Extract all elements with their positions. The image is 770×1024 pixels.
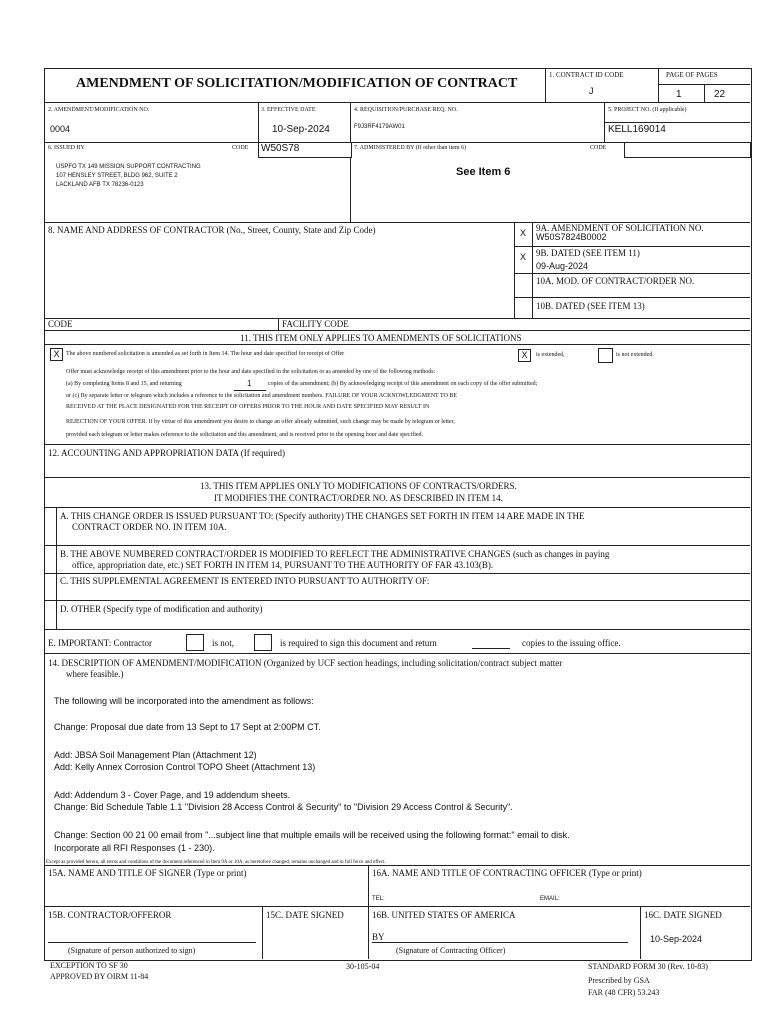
project-no-value: KELL169014 [608, 124, 666, 135]
is-required-checkbox[interactable] [254, 634, 272, 651]
important-label: E. IMPORTANT: Contractor [48, 638, 153, 648]
effective-date-label: 3. EFFECTIVE DATE [261, 107, 316, 113]
item11-line1: The above numbered solicitation is amended as set forth in Item 14. The hour and date specified for receipt of Offer [66, 351, 345, 357]
admin-code-box [624, 142, 751, 158]
item13-heading2: IT MODIFIES THE CONTRACT/ORDER NO. AS DESCRIBED IN ITEM 14. [214, 493, 503, 503]
item14-label2: where feasible.) [66, 669, 124, 679]
item13a-line2: CONTRACT ORDER NO. IN ITEM 10A. [72, 522, 227, 532]
value-9a: W50S7824B0002 [536, 232, 607, 242]
signer-name-label: 15A. NAME AND TITLE OF SIGNER (Type or print) [48, 868, 247, 878]
item11-para4: RECEIVED AT THE PLACE DESIGNATED FOR THE RECEIPT OF OFFERS PRIOR TO THE HOUR AND DATE SPECIFIED MAY RESULT IN [66, 404, 430, 410]
is-required-label: is required to sign this document and return [280, 638, 437, 648]
item11-para1: Offer must acknowledge receipt of this amendment prior to the hour and date specified in the solicitation or as amended by one of the following methods: [66, 369, 436, 375]
label-10b: 10B. DATED (SEE ITEM 13) [536, 301, 645, 311]
administered-by-label: 7. ADMINISTERED BY (If other than item 6) [354, 145, 467, 151]
date-signed-16c-label: 16C. DATE SIGNED [644, 910, 722, 920]
label-9b: 9B. DATED (SEE ITEM 11) [536, 248, 640, 258]
item11-para2a: (a) By completing Items 8 and 15, and returning [66, 381, 182, 387]
issued-code-value: W50S78 [261, 143, 300, 154]
united-states-label: 16B. UNITED STATES OF AMERICA [372, 910, 516, 920]
is-not-label: is not, [212, 638, 235, 648]
item14-line1: The following will be incorporated into the amendment as follows: [54, 696, 314, 706]
contractor-offeror-label: 15B. CONTRACTOR/OFFEROR [48, 910, 172, 920]
item12-label: 12. ACCOUNTING AND APPROPRIATION DATA (If required) [48, 448, 286, 458]
page-total: 22 [714, 89, 726, 100]
signature-person-caption: (Signature of person authorized to sign) [68, 946, 196, 955]
issued-address-1: USPFO TX 149 MISSION SUPPORT CONTRACTING [56, 164, 201, 170]
item11-para6: provided each telegram or letter makes reference to the solicitation and this amendment, and is received prior to the opening hour and date specified. [66, 432, 424, 438]
is-extended-checkbox[interactable]: X [518, 349, 531, 362]
item14-line4: Add: Kelly Annex Corrosion Control TOPO Sheet (Attachment 13) [54, 762, 316, 772]
item13b-line2: office, appropriation date, etc.) SET FORTH IN ITEM 14, PURSUANT TO THE AUTHORITY OF FAR 43.103(B). [72, 560, 494, 570]
item11-heading: 11. THIS ITEM ONLY APPLIES TO AMENDMENTS OF SOLICITATIONS [240, 333, 522, 343]
item13c-label: C. THIS SUPPLEMENTAL AGREEMENT IS ENTERED INTO PURSUANT TO AUTHORITY OF: [60, 576, 430, 586]
issued-by-label: 6. ISSUED BY [48, 145, 85, 151]
item11-para5: REJECTION OF YOUR OFFER. If by virtue of this amendment you desire to change an offer already submitted, such change may be made by telegram or letter, [66, 419, 455, 425]
copies-label: copies to the issuing office. [522, 638, 621, 648]
item14-line3: Add: JBSA Soil Management Plan (Attachment 12) [54, 750, 257, 760]
facility-code-label: FACILITY CODE [282, 319, 349, 329]
contract-id-code-label: 1. CONTRACT ID CODE [549, 71, 624, 79]
item14-line7: Change: Section 00 21 00 email from "...subject line that multiple emails will be received using the following format:" email to disk. [54, 830, 570, 840]
item14-line2: Change: Proposal due date from 13 Sept to 17 Sept at 2:00PM CT. [54, 722, 321, 732]
prescribed-text: Prescribed by GSA [588, 976, 650, 985]
x-9b: X [520, 252, 527, 262]
amendment-no-value: 0004 [50, 124, 71, 134]
label-9a: 9A. AMENDMENT OF SOLICITATION NO. [536, 223, 704, 233]
by-label: BY [372, 932, 385, 942]
issued-code-label: CODE [232, 145, 249, 151]
form-title: AMENDMENT OF SOLICITATION/MODIFICATION OF CONTRACT [76, 76, 518, 91]
requisition-value: F9J3RF4179AW01 [354, 124, 405, 130]
effective-date-value: 10-Sep-2024 [272, 124, 330, 135]
item14-line5: Add: Addendum 3 - Cover Page, and 19 addendum sheets. [54, 790, 291, 800]
date-signed-16c-value: 10-Sep-2024 [650, 934, 703, 944]
item14-label1: 14. DESCRIPTION OF AMENDMENT/MODIFICATION (Organized by UCF section headings, including solicitation/contract subject matter [48, 658, 563, 668]
label-10a: 10A. MOD. OF CONTRACT/ORDER NO. [536, 276, 695, 286]
contractor-code-label: CODE [48, 319, 73, 329]
signature-officer-caption: (Signature of Contracting Officer) [396, 946, 506, 955]
item11-para2b: copies of the amendment; (b) By acknowledging receipt of this amendment on each copy of the offer submitted; [268, 381, 538, 387]
value-9b: 09-Aug-2024 [536, 261, 589, 271]
item11-para3: or (c) By separate letter or telegram which includes a reference to the solicitation and amendment numbers. FAILURE OF YOUR ACKNOWLEDGMENT TO BE [66, 393, 458, 399]
item13-heading1: 13. THIS ITEM APPLIES ONLY TO MODIFICATIONS OF CONTRACTS/ORDERS. [200, 481, 517, 491]
issued-address-3: LACKLAND AFB TX 78236-0123 [56, 182, 144, 188]
is-not-checkbox[interactable] [186, 634, 204, 651]
officer-tel-label: TEL: [372, 896, 385, 902]
standard-form-text: STANDARD FORM 30 (Rev. 10-83) [588, 962, 708, 971]
page-number: 1 [676, 89, 682, 100]
not-extended-checkbox[interactable] [598, 348, 613, 363]
issued-address-2: 107 HENSLEY STREET, BLDG 962, SUITE 2 [56, 173, 178, 179]
x-9a: X [520, 228, 527, 238]
amendment-no-label: 2. AMENDMENT/MODIFICATION NO. [48, 107, 150, 113]
officer-email-label: EMAIL: [540, 896, 560, 902]
approved-text: APPROVED BY OIRM 11-84 [50, 972, 149, 981]
item11-copies-value: 1 [247, 379, 252, 388]
item14-closing-statement: Except as provided herein, all terms and conditions of the document referenced in Item 9A or 10A, as heretofore changed, remains unchanged and in full force and effect. [46, 860, 386, 865]
project-no-label: 5. PROJECT NO. (If applicable) [608, 107, 687, 113]
admin-code-label: CODE [590, 145, 607, 151]
item11-amended-checkbox[interactable]: X [50, 348, 63, 361]
item14-line6: Change: Bid Schedule Table 1.1 "Division 28 Access Control & Security" to "Division 29 Access Control & Security". [54, 802, 513, 812]
contract-id-code-value: J [589, 86, 594, 96]
requisition-label: 4. REQUISITION/PURCHASE REQ. NO. [354, 107, 458, 113]
administered-by-value: See Item 6 [456, 166, 511, 178]
officer-name-label: 16A. NAME AND TITLE OF CONTRACTING OFFICER (Type or print) [372, 868, 642, 878]
item13b-line1: B. THE ABOVE NUMBERED CONTRACT/ORDER IS MODIFIED TO REFLECT THE ADMINISTRATIVE CHANGES (such as changes in paying [60, 549, 610, 559]
page-of-pages-label: PAGE OF PAGES [666, 71, 718, 79]
is-extended-label: is extended, [536, 352, 565, 358]
item13a-line1: A. THIS CHANGE ORDER IS ISSUED PURSUANT TO: (Specify authority) THE CHANGES SET FORTH IN ITEM 14 ARE MADE IN THE [60, 511, 585, 521]
form-number: 30-105-04 [346, 962, 380, 971]
exception-text: EXCEPTION TO SF 30 [50, 961, 128, 970]
item13d-label: D. OTHER (Specify type of modification and authority) [60, 604, 263, 614]
item14-line8: Incorporate all RFI Responses (1 - 230). [54, 843, 215, 853]
not-extended-label: is not extended. [616, 352, 654, 358]
contractor-name-label: 8. NAME AND ADDRESS OF CONTRACTOR (No., Street, County, State and Zip Code) [48, 225, 376, 235]
date-signed-15c-label: 15C. DATE SIGNED [266, 910, 344, 920]
far-text: FAR (48 CFR) 53.243 [588, 988, 660, 997]
